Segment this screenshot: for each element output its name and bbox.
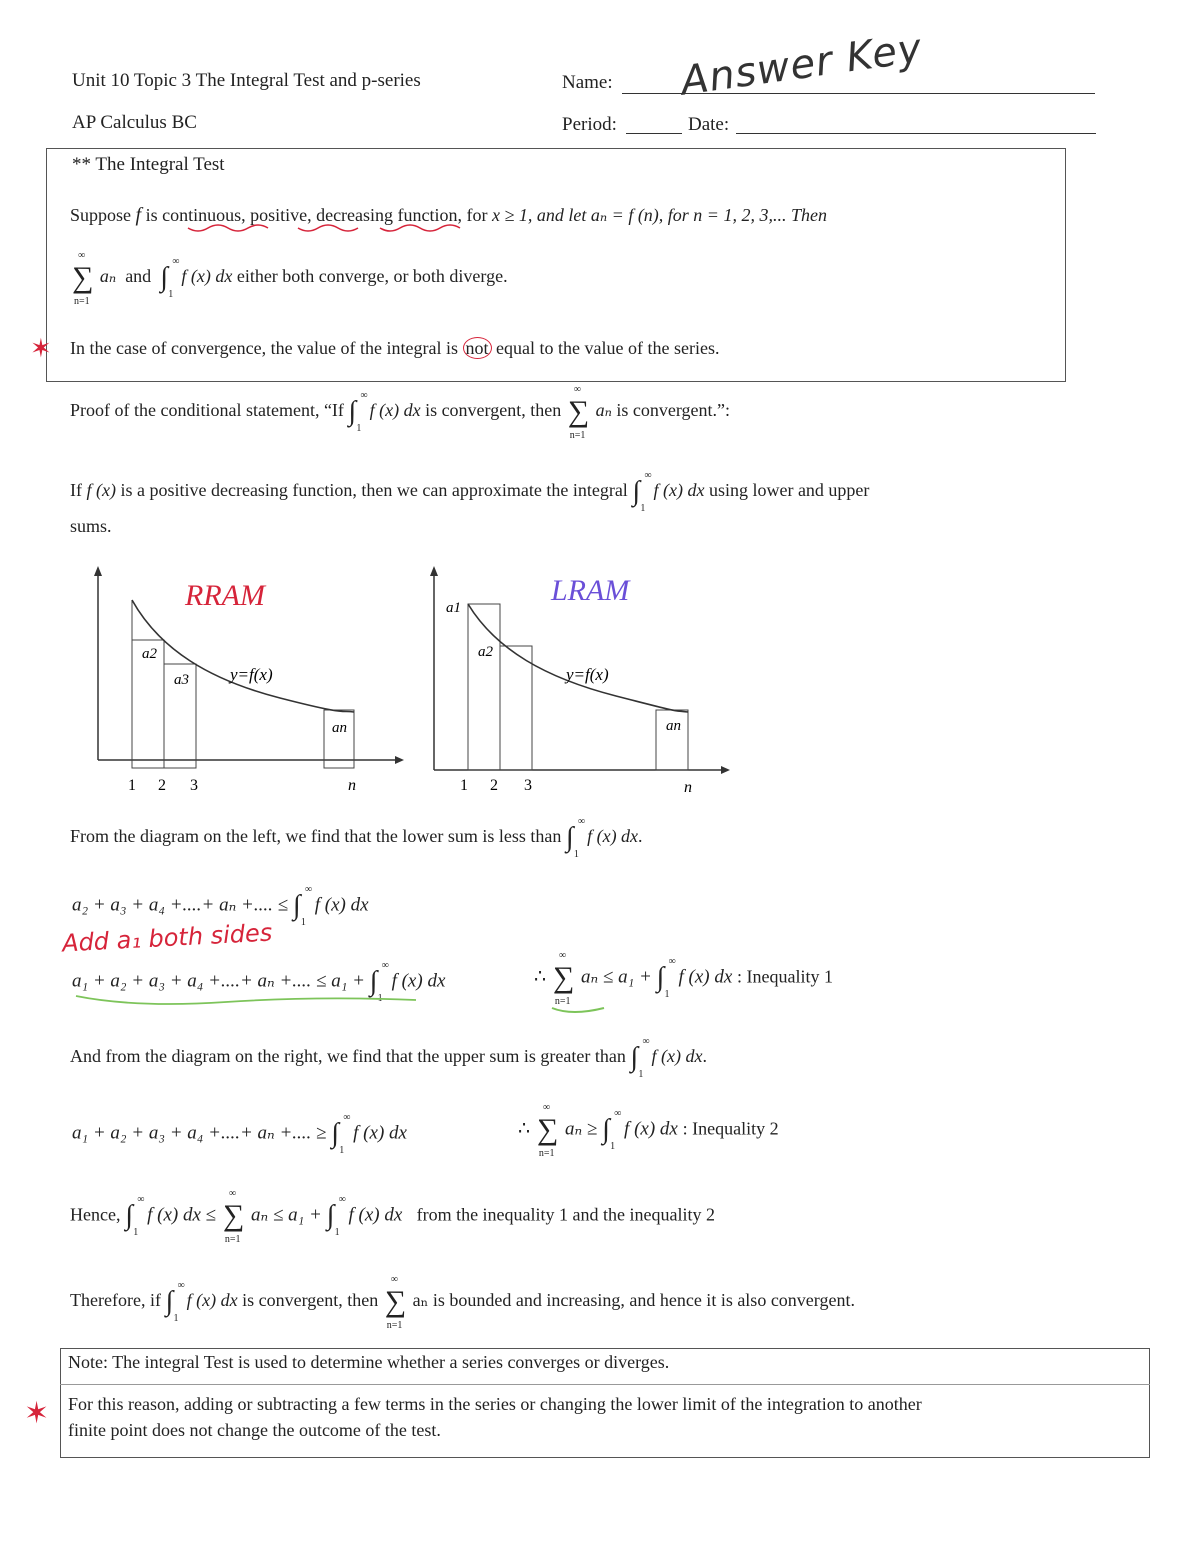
rram-label: RRAM <box>185 579 265 612</box>
proof-statement: Proof of the conditional statement, “If ∫ ∞ 1 f (x) dx is convergent, then ∑ ∞ n=1 aₙ is convergent.”: <box>70 384 731 441</box>
approx-statement-cont: sums. <box>70 516 112 536</box>
note-line-3: finite point does not change the outcome of the test. <box>68 1420 441 1440</box>
name-label: Name: <box>562 72 613 93</box>
rram-bar-label-an: an <box>332 720 347 736</box>
star-mark-2: ✶ <box>24 1396 50 1431</box>
green-underlines <box>70 990 630 1020</box>
rram-tick-3: 3 <box>190 777 198 794</box>
rram-tick-2: 2 <box>158 777 166 794</box>
integral-test-statement: Suppose f is continuous, positive, decreasing function, for x ≥ 1, and let aₙ = f (n), for n = 1, 2, 3,... Then <box>70 204 827 226</box>
inequality-2: ∴ ∑ ∞ n=1 aₙ ≥ ∫ ∞ 1 f (x) dx : Inequality 2 <box>518 1102 779 1159</box>
rram-tick-n: n <box>348 777 356 794</box>
lram-tick-n: n <box>684 779 692 796</box>
lram-bar-label-a2: a2 <box>478 644 493 660</box>
lram-diagram <box>416 560 746 800</box>
series-symbol: ∑ ∞ n=1 <box>72 250 94 307</box>
inequality-1: ∴ ∑ ∞ n=1 aₙ ≤ a₁ + ∫ ∞ 1 f (x) dx : Inequality 1 <box>534 950 834 1007</box>
lower-inequality-2: a₁ + a₂ + a₃ + a₄ +....+ aₙ +.... ≤ a₁ + ∫ ∞ 1 f (x) dx <box>72 960 446 1004</box>
lower-sum-intro: From the diagram on the left, we find that the lower sum is less than ∫ ∞ 1 f (x) dx. <box>70 816 643 860</box>
add-a1-note: Add a₁ both sides <box>61 918 273 958</box>
star-mark-1: ✶ <box>30 334 52 364</box>
not-word: not <box>463 337 492 359</box>
worksheet-title: Unit 10 Topic 3 The Integral Test and p-series <box>72 70 421 91</box>
rram-curve-label: y=f(x) <box>230 665 273 684</box>
rram-diagram <box>80 560 410 800</box>
integral-test-heading: ** The Integral Test <box>72 154 225 175</box>
name-handwritten: Answer Key <box>677 25 926 105</box>
lram-tick-2: 2 <box>490 777 498 794</box>
date-label: Date: <box>688 114 730 135</box>
convergence-note: In the case of convergence, the value of the integral is not equal to the value of the series. <box>70 338 720 358</box>
hence-statement: Hence, ∫ ∞ 1 f (x) dx ≤ ∑ ∞ n=1 aₙ ≤ a₁ + ∫ ∞ 1 f (x) dx from the inequality 1 and the inequality 2 <box>70 1188 716 1245</box>
lower-inequality: a₂ + a₃ + a₄ +....+ aₙ +.... ≤ ∫ ∞ 1 f (x) dx <box>72 884 369 928</box>
therefore-statement: Therefore, if ∫ ∞ 1 f (x) dx is convergent, then ∑ ∞ n=1 aₙ is bounded and increasing, and hence it is also convergent. <box>70 1274 855 1331</box>
note-line-1: Note: The integral Test is used to determine whether a series converges or diverges. <box>68 1352 670 1372</box>
rram-tick-1: 1 <box>128 777 136 794</box>
squiggle-underlines <box>180 222 480 236</box>
rram-bar-label-a2: a2 <box>142 646 157 662</box>
upper-sum-intro: And from the diagram on the right, we find that the upper sum is greater than ∫ ∞ 1 f (x) dx. <box>70 1036 707 1080</box>
period-label: Period: <box>562 114 617 135</box>
period-line <box>626 133 682 134</box>
rram-bar-label-a3: a3 <box>174 672 189 688</box>
lram-tick-1: 1 <box>460 777 468 794</box>
course-name: AP Calculus BC <box>72 112 197 133</box>
lram-label: LRAM <box>551 574 630 607</box>
note-divider <box>60 1384 1150 1385</box>
note-line-2: For this reason, adding or subtracting a few terms in the series or changing the lower limit of the integration to another <box>68 1394 922 1414</box>
integral-test-conclusion: ∑ ∞ n=1 aₙ and ∫ ∞ 1 f (x) dx either both converge, or both diverge. <box>72 250 508 307</box>
lram-curve-label: y=f(x) <box>566 665 609 684</box>
lram-tick-3: 3 <box>524 777 532 794</box>
lram-bar-label-a1: a1 <box>446 600 461 616</box>
date-line <box>736 133 1096 134</box>
lram-bar-label-an: an <box>666 718 681 734</box>
integral-symbol: ∫ ∞ 1 <box>160 256 180 300</box>
upper-inequality: a₁ + a₂ + a₃ + a₄ +....+ aₙ +.... ≥ ∫ ∞ 1 f (x) dx <box>72 1112 407 1156</box>
approx-statement: If f (x) is a positive decreasing function, then we can approximate the integral ∫ ∞ 1 f (x) dx using lower and upper <box>70 470 870 514</box>
